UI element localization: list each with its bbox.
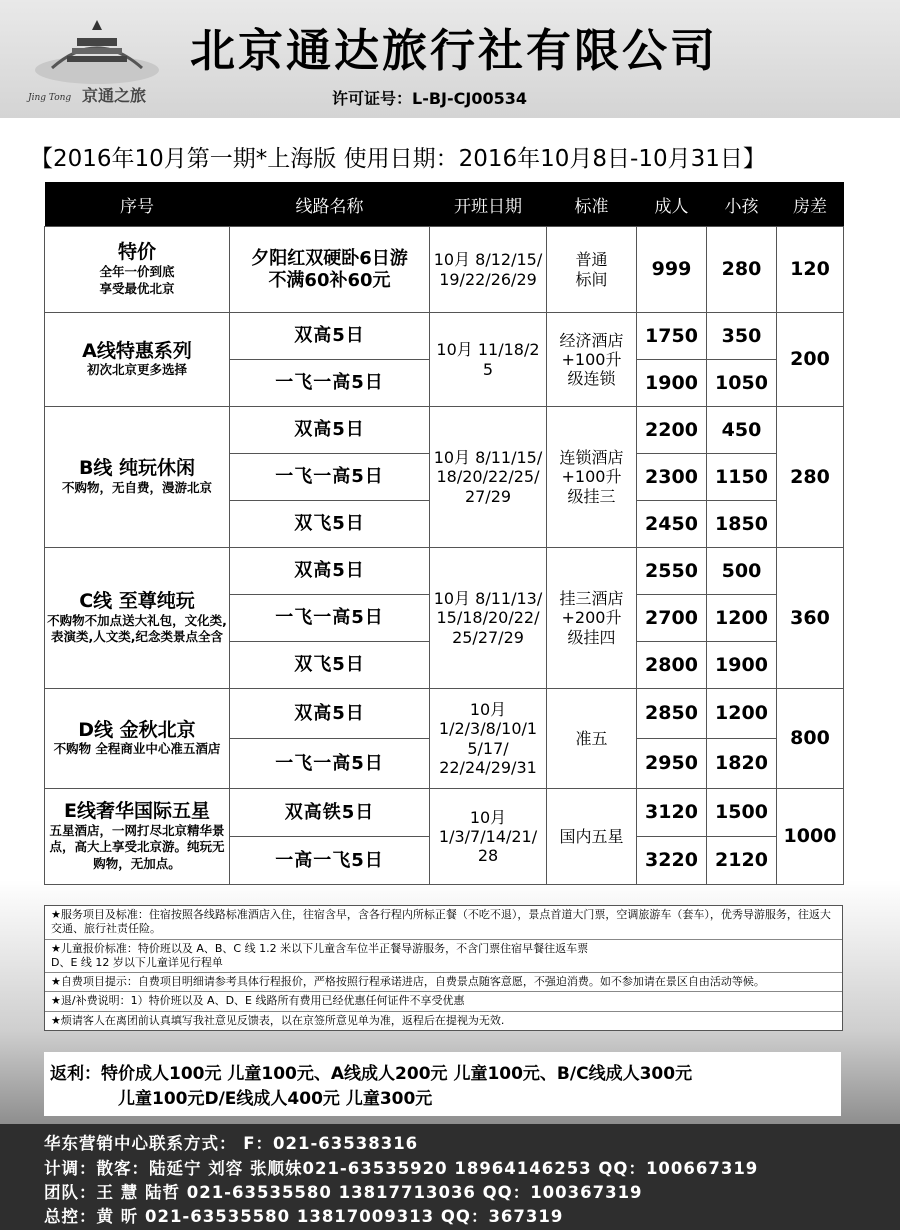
contact-footer xyxy=(0,1124,900,1230)
note-children: ★儿童报价标准：特价班以及 A、B、C 线 1.2 米以下儿童含车位半正餐导游服务，不含门票住宿早餐往返车票 D、E 线 12 岁以下儿童详见行程单 xyxy=(45,940,842,974)
room-diff: 1000 xyxy=(777,789,844,885)
license-number: 许可证号：L-BJ-CJ00534 xyxy=(332,89,527,108)
group-title: A线特惠系列 xyxy=(82,339,192,362)
hotel-standard: 连锁酒店 +100升 级挂三 xyxy=(547,407,637,548)
contact-line-3: 团队：王 慧 陆哲 021-63535580 13817713036 QQ：100367319 xyxy=(44,1183,643,1202)
departure-dates: 10月 11/18/25 xyxy=(430,313,547,407)
route-name: 双高5日 xyxy=(230,689,430,739)
group-cell xyxy=(45,407,230,548)
adult-price: 3120 xyxy=(637,789,707,837)
child-price: 350 xyxy=(707,313,777,360)
room-diff: 120 xyxy=(777,227,844,313)
departure-dates: 10月 1/2/3/8/10/15/17/ 22/24/29/31 xyxy=(430,689,547,789)
table-row xyxy=(45,789,844,837)
group-cell xyxy=(45,227,230,313)
route-name: 双高5日 xyxy=(230,548,430,595)
child-price: 1900 xyxy=(707,642,777,689)
col-header-standard: 标准 xyxy=(547,182,637,227)
child-price: 500 xyxy=(707,548,777,595)
adult-price: 1750 xyxy=(637,313,707,360)
group-title: 特价 xyxy=(117,241,156,264)
company-name: 北京通达旅行社有限公司 xyxy=(190,24,719,77)
route-name: 一飞一高5日 xyxy=(230,454,430,501)
table-row xyxy=(45,407,844,454)
group-title: D线 金秋北京 xyxy=(78,718,196,741)
group-subtitle: 不购物，无自费，漫游北京 xyxy=(61,479,212,495)
col-header-no: 序号 xyxy=(45,182,230,227)
group-cell xyxy=(45,789,230,885)
child-price: 450 xyxy=(707,407,777,454)
hotel-standard: 国内五星 xyxy=(547,789,637,885)
group-subtitle: 初次北京更多选择 xyxy=(86,362,187,378)
route-name: 双高5日 xyxy=(230,313,430,360)
col-header-adult: 成人 xyxy=(637,182,707,227)
temple-of-heaven-logo-icon xyxy=(22,8,172,108)
child-price: 2120 xyxy=(707,837,777,885)
room-diff: 200 xyxy=(777,313,844,407)
route-name: 双飞5日 xyxy=(230,642,430,689)
group-title: E线奢华国际五星 xyxy=(64,799,210,822)
group-subtitle: 不购物不加点送大礼包，文化类,表演类,人文类,纪念类景点全含 xyxy=(47,612,227,645)
route-name: 双高铁5日 xyxy=(230,789,430,837)
note-optional-fees: ★自费项目提示：自费项目明细请参考具体行程报价，严格按照行程承诺进店，自费景点随客意愿，不强迫消费。如不参加请在景区自由活动等候。 xyxy=(45,973,842,992)
departure-dates: 10月 8/12/15/19/22/26/29 xyxy=(430,227,547,313)
child-price: 280 xyxy=(707,227,777,313)
group-cell xyxy=(45,548,230,689)
table-row xyxy=(45,548,844,595)
adult-price: 2450 xyxy=(637,501,707,548)
group-subtitle: 不购物 全程商业中心准五酒店 xyxy=(53,741,221,757)
table-row xyxy=(45,227,844,313)
contact-line-1: 华东营销中心联系方式： F：021-63538316 xyxy=(44,1134,419,1153)
route-name: 一飞一高5日 xyxy=(230,360,430,407)
contact-line-2: 计调：散客：陆延宁 刘容 张顺妹021-63535920 18964146253 QQ：100667319 xyxy=(44,1159,759,1178)
col-header-room-diff: 房差 xyxy=(777,182,844,227)
child-price: 1850 xyxy=(707,501,777,548)
route-name: 夕阳红双硬卧6日游 不满60补60元 xyxy=(230,227,430,313)
adult-price: 2700 xyxy=(637,595,707,642)
adult-price: 1900 xyxy=(637,360,707,407)
svg-text:Jing Tong: Jing Tong xyxy=(28,93,72,103)
child-price: 1500 xyxy=(707,789,777,837)
child-price: 1150 xyxy=(707,454,777,501)
adult-price: 2550 xyxy=(637,548,707,595)
rebate-line-1: 返利：特价成人100元 儿童100元、A线成人200元 儿童100元、B/C线成人300元 xyxy=(50,1064,693,1084)
issue-title: 【2016年10月第一期*上海版 使用日期：2016年10月8日-10月31日】 xyxy=(30,146,766,172)
rebate-info xyxy=(44,1052,841,1116)
contact-line-4: 总控：黄 昕 021-63535580 13817009313 QQ：367319 xyxy=(44,1207,564,1226)
room-diff: 360 xyxy=(777,548,844,689)
child-price: 1200 xyxy=(707,689,777,739)
svg-text:京通之旅: 京通之旅 xyxy=(82,86,147,105)
note-feedback: ★烦请客人在离团前认真填写我社意见反馈表，以在京签所意见单为准，返程后在提视为无效. xyxy=(51,1013,505,1027)
route-name: 一飞一高5日 xyxy=(230,739,430,789)
header xyxy=(0,0,900,118)
group-subtitle: 全年一价到底 享受最优北京 xyxy=(99,264,175,296)
hotel-standard: 准五 xyxy=(547,689,637,789)
group-title: C线 至尊纯玩 xyxy=(79,589,195,612)
route-name: 一高一飞5日 xyxy=(230,837,430,885)
child-price: 1050 xyxy=(707,360,777,407)
price-table xyxy=(44,182,844,885)
col-header-child: 小孩 xyxy=(707,182,777,227)
rebate-line-2: 儿童100元D/E线成人400元 儿童300元 xyxy=(118,1088,433,1109)
room-diff: 800 xyxy=(777,689,844,789)
adult-price: 2800 xyxy=(637,642,707,689)
group-subtitle: 五星酒店，一网打尽北京精华景点，高大上享受北京游。纯玩无购物，无加点。 xyxy=(49,822,225,872)
adult-price: 2850 xyxy=(637,689,707,739)
adult-price: 999 xyxy=(637,227,707,313)
table-header-row xyxy=(45,182,844,227)
group-title: B线 纯玩休闲 xyxy=(78,457,196,480)
departure-dates: 10月 1/3/7/14/21/ 28 xyxy=(430,789,547,885)
table-row xyxy=(45,689,844,739)
hotel-standard: 挂三酒店 +200升 级挂四 xyxy=(547,548,637,689)
room-diff: 280 xyxy=(777,407,844,548)
adult-price: 2300 xyxy=(637,454,707,501)
col-header-dates: 开班日期 xyxy=(430,182,547,227)
route-name: 双高5日 xyxy=(230,407,430,454)
group-cell xyxy=(45,313,230,407)
departure-dates: 10月 8/11/13/15/18/20/22/25/27/29 xyxy=(430,548,547,689)
child-price: 1200 xyxy=(707,595,777,642)
col-header-route: 线路名称 xyxy=(230,182,430,227)
note-service: ★服务项目及标准：住宿按照各线路标准酒店入住，往宿含早，含各行程内所标正餐（不吃不退），景点首道大门票，空调旅游车（套车），优秀导游服务，往返大交通、旅行社责任险。 xyxy=(45,906,842,940)
adult-price: 3220 xyxy=(637,837,707,885)
note-refund: ★退/补费说明：1）特价班以及 A、D、E 线路所有费用已经优惠任何证件不享受优惠 xyxy=(45,992,842,1011)
departure-dates: 10月 8/11/15/18/20/22/25/27/29 xyxy=(430,407,547,548)
route-name: 一飞一高5日 xyxy=(230,595,430,642)
hotel-standard: 普通 标间 xyxy=(547,227,637,313)
route-name: 双飞5日 xyxy=(230,501,430,548)
table-row xyxy=(45,313,844,360)
hotel-standard: 经济酒店 +100升 级连锁 xyxy=(547,313,637,407)
notes-box xyxy=(44,905,843,1031)
group-cell xyxy=(45,689,230,789)
child-price: 1820 xyxy=(707,739,777,789)
adult-price: 2200 xyxy=(637,407,707,454)
adult-price: 2950 xyxy=(637,739,707,789)
